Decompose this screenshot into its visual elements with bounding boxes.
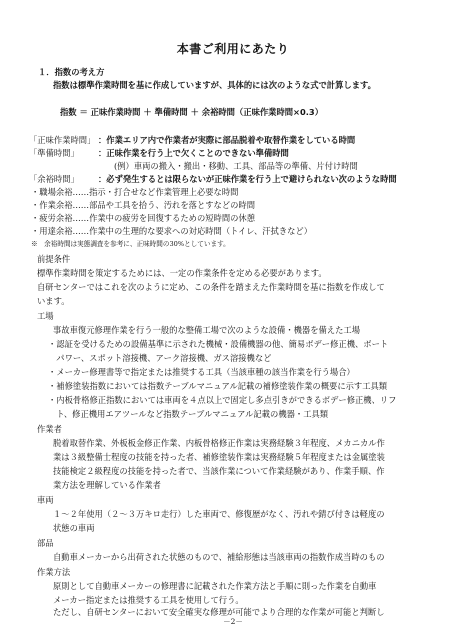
worker-line: 技能検定２級程度の技能を持った者で、当該作業について作業経験があり、作業手順、作 (53, 466, 385, 476)
prereq-paragraph: 自研センターではこれを次のように定め、この条件を踏まえた作業時間を基に指数を作成して (37, 282, 385, 292)
definition-prep-label: 「準備時間」 (29, 148, 79, 158)
factory-heading: 工場 (37, 311, 54, 321)
margin-note: ※ 余裕時間は実態調査を参考に、正味時間の30%としています。 (31, 240, 230, 248)
definition-prep-text: ：正味作業を行う上で欠くことのできない準備時間 (98, 148, 289, 158)
method-line: メーカー指定または推奨する工具を使用して行う。 (53, 595, 244, 605)
section-heading: １．指数の考え方 (38, 67, 105, 77)
section-intro: 指数は標準作業時間を基に作成していますが、具体的には次のような式で計算します。 (53, 80, 376, 90)
worker-line: 業は３級整備士程度の技能を持った者、補修塗装作業は実務経験５年程度または金属塗装 (53, 452, 385, 462)
factory-item: ・認証を受けるための設備基準に示された機械・設備機器の他、簡易ボデー修正機、ボート (48, 339, 389, 349)
prereq-heading: 前提条件 (37, 254, 71, 264)
parts-line: 自動車メーカーから出荷された状態のもので、補給形態は当該車両の指数作成当時のもの (53, 552, 385, 562)
method-heading: 作業方法 (37, 567, 71, 577)
method-line: ただし、自研センターにおいて安全確実な修理が可能でより合理的な作業が可能と判断し (53, 607, 385, 617)
parts-heading: 部品 (37, 538, 54, 548)
definition-margin-text: ：必ず発生するとは限らないが正味作業を行う上で避けられない次のような時間 (98, 174, 397, 184)
prereq-paragraph: 標準作業時間を策定するためには、一定の作業条件を定める必要があります。 (37, 268, 327, 278)
factory-item: ト、修正機用エアツールなど指数テーブルマニュアル記載の機器・工具類 (48, 409, 329, 419)
formula: 指数 ＝ 正味作業時間 ＋ 準備時間 ＋ 余裕時間（正味作業時間×0.3） (60, 107, 323, 117)
definition-net-label: 「正味作業時間」 (29, 135, 96, 145)
prereq-paragraph: います。 (37, 296, 70, 306)
worker-line: 業方法を理解している作業者 (53, 480, 161, 490)
method-line: 原則として自動車メーカーの修理書に記載された作業方法と手順に則った作業を自動車 (53, 581, 377, 591)
page-title: 本書ご利用にあたり (176, 42, 290, 56)
factory-item: ・内板骨格修正指数においては車両を４点以上で固定し多点引きができるボデー修正機、リフ (48, 395, 397, 405)
vehicle-line: 状態の車両 (53, 523, 95, 533)
factory-item: パワー、スポット溶接機、アーク溶接機、ガス溶接機など (48, 353, 272, 363)
definition-prep-example: (例）車両の搬入・搬出・移動、工具、部品等の準備、片付け時間 (114, 161, 358, 171)
vehicle-heading: 車両 (37, 495, 54, 505)
page-number: －2－ (223, 617, 243, 626)
factory-item: ・補修塗装指数においては指数テーブルマニュアル記載の補修塗装作業の概要に示す工具類 (48, 381, 388, 391)
margin-item: ・作業余裕……部品や工具を拾う、汚れを落とすなどの時間 (31, 200, 256, 210)
margin-item: ・職場余裕……指示・打合せなど作業管理上必要な時間 (31, 187, 239, 197)
margin-item: ・疲労余裕……作業中の疲労を回復するための短時間の休憩 (31, 213, 256, 223)
worker-line: 脱着取替作業、外板板金修正作業、内板骨格修正作業は実務経験３年程度、メカニカル作 (53, 438, 385, 448)
margin-item: ・用達余裕……作業中の生理的な要求への対応時間（トイレ、汗拭きなど） (31, 226, 313, 236)
definition-net-text: ：作業エリア内で作業者が実際に部品脱着や取替作業をしている時間 (98, 135, 356, 145)
factory-item: ・メーカー修理書等で指定または推奨する工具（当該車種の該当作業を行う場合） (48, 367, 355, 377)
definition-margin-label: 「余裕時間」 (29, 174, 79, 184)
factory-intro: 事故車復元修理作業を行う一般的な整備工場で次のような設備・機器を備えた工場 (53, 325, 360, 335)
vehicle-line: １～２年使用（２～３万キロ走行）した車両で、修復歴がなく、汚れや錆び付きは軽度の (53, 509, 385, 519)
worker-heading: 作業者 (37, 424, 62, 434)
